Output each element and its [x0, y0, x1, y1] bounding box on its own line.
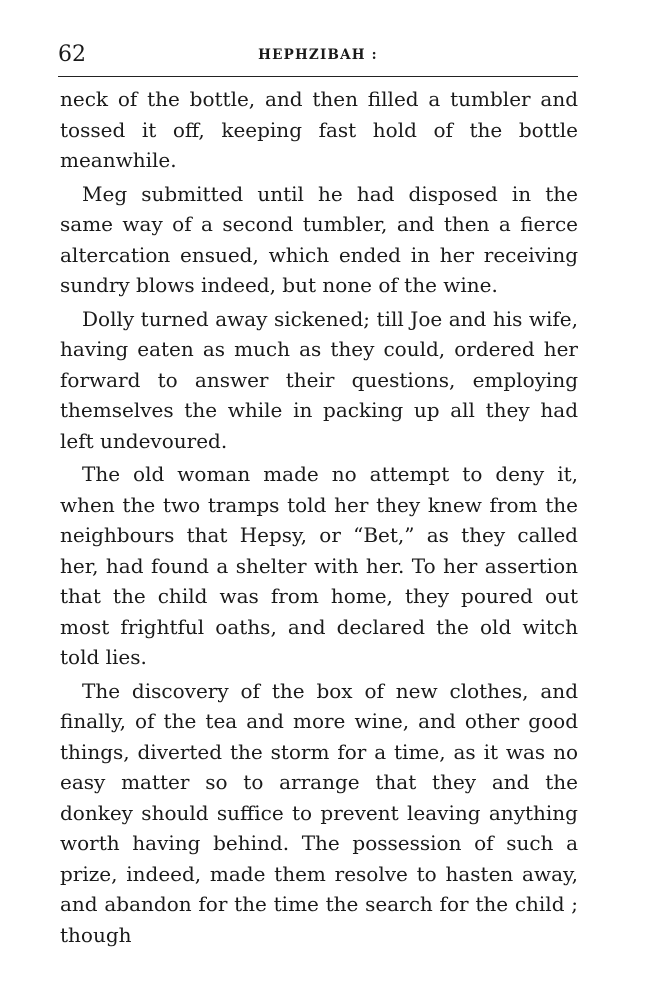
body-text: [60, 84, 578, 950]
paragraph: The discovery of the box of new clothes, and finally, of the tea and more wine, and other good things, diverted the storm for a time, as it was no easy matter so to arrange that they and the donkey should suffice to prevent leaving anything worth having behind. The possession of such a prize, indeed, made them resolve to hasten away, and abandon for the time the search for the child ; though: [60, 678, 578, 947]
paragraph: The old woman made no attempt to deny it, when the two tramps told her they knew from the neighbours that Hepsy, or “Bet,” as they called her, had found a shelter with her. To her assertion that the child was from home, they poured out most frightful oaths, and declared the old witch told lies.: [60, 462, 578, 669]
page-header: [58, 42, 578, 72]
paragraph: Meg submitted until he had disposed in the same way of a second tumbler, and then a fierce altercation ensued, which ended in her receiving sundry blows indeed, but none of the wine.: [60, 181, 578, 297]
page-number: 62: [58, 42, 86, 67]
header-rule: [58, 76, 578, 77]
paragraph: Dolly turned away sickened; till Joe and his wife, having eaten as much as they could, ordered her forward to answer their questions, employing themselves the while in packing up all they had left undevoured.: [60, 306, 578, 453]
running-title: HEPHZIBAH :: [258, 47, 378, 63]
paragraph: neck of the bottle, and then filled a tumbler and tossed it off, keeping fast hold of the bottle meanwhile.: [60, 87, 578, 172]
